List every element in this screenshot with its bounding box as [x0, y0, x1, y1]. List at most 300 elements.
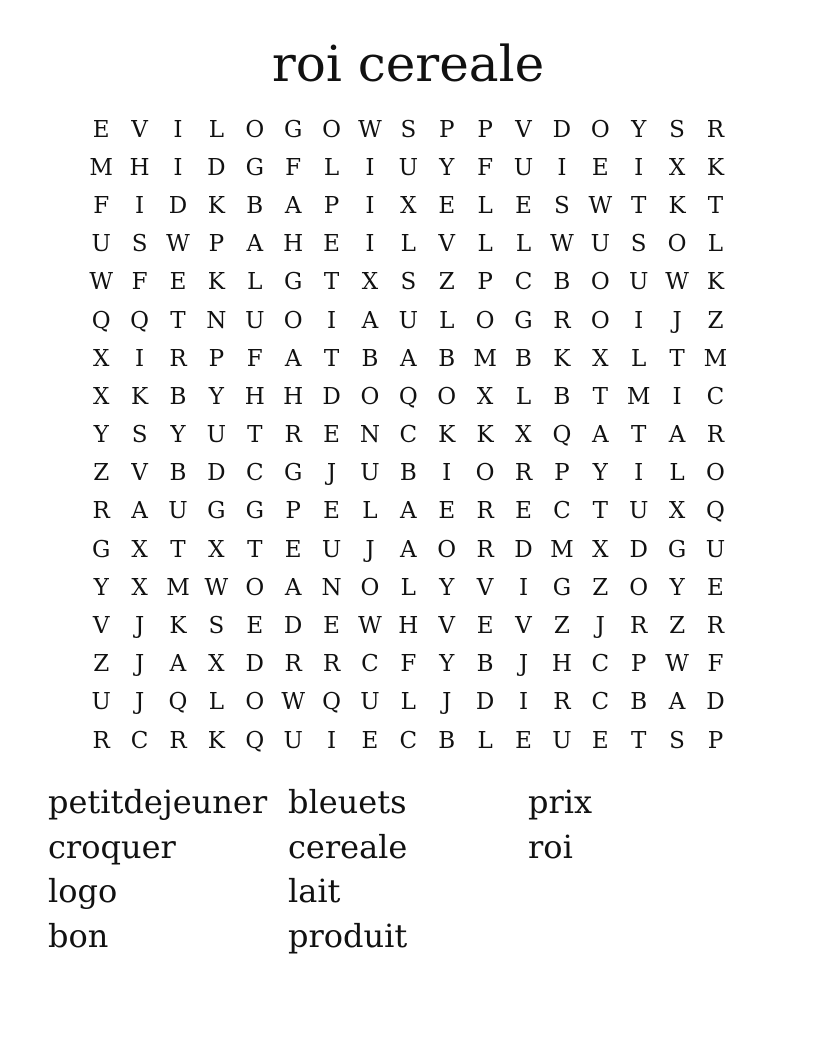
grid-cell[interactable]: U	[398, 307, 419, 334]
grid-cell[interactable]: P	[630, 651, 647, 678]
grid-cell[interactable]: A	[284, 574, 302, 601]
grid-cell[interactable]: X	[208, 536, 225, 563]
grid-cell[interactable]: Z	[93, 651, 110, 678]
letter-grid[interactable]	[82, 111, 735, 761]
grid-cell[interactable]: X	[476, 383, 494, 410]
grid-cell[interactable]: I	[672, 383, 682, 410]
grid-cell[interactable]: V	[92, 613, 110, 640]
grid-cell[interactable]: O	[629, 574, 649, 601]
grid-cell[interactable]: H	[283, 383, 304, 410]
grid-cell[interactable]: W	[358, 613, 382, 640]
grid-cell[interactable]: A	[361, 307, 379, 334]
grid-cell[interactable]: X	[592, 345, 609, 372]
grid-cell[interactable]: G	[552, 574, 572, 601]
grid-cell[interactable]: H	[129, 154, 150, 181]
grid-cell[interactable]: I	[173, 116, 183, 143]
grid-cell[interactable]: D	[207, 154, 226, 181]
grid-cell[interactable]: U	[705, 536, 726, 563]
grid-cell[interactable]: X	[592, 536, 609, 563]
grid-cell[interactable]: E	[515, 498, 532, 525]
grid-cell[interactable]: X	[131, 536, 148, 563]
grid-cell[interactable]: R	[476, 536, 494, 563]
grid-cell[interactable]: V	[438, 231, 456, 258]
grid-cell[interactable]: D	[475, 689, 495, 716]
grid-cell[interactable]: E	[438, 192, 456, 219]
grid-cell[interactable]: A	[591, 422, 609, 449]
grid-cell[interactable]: R	[92, 498, 110, 525]
grid-cell[interactable]: T	[247, 422, 263, 449]
grid-cell[interactable]: A	[400, 345, 417, 372]
grid-cell[interactable]: F	[285, 154, 302, 181]
grid-cell[interactable]: S	[400, 269, 417, 296]
grid-cell[interactable]: E	[515, 727, 532, 754]
grid-cell[interactable]: R	[284, 422, 302, 449]
grid-cell[interactable]: E	[284, 536, 302, 563]
grid-cell[interactable]: F	[93, 192, 110, 219]
grid-cell[interactable]: A	[131, 498, 148, 525]
grid-cell[interactable]: H	[398, 613, 419, 640]
grid-cell[interactable]: H	[244, 383, 265, 410]
word-list-item: logo	[48, 872, 118, 910]
grid-cell[interactable]: U	[513, 154, 534, 181]
grid-cell[interactable]: E	[515, 192, 532, 219]
grid-cell[interactable]: I	[518, 689, 529, 716]
grid-cell[interactable]: F	[131, 269, 148, 296]
grid-cell[interactable]: U	[590, 231, 610, 258]
grid-cell[interactable]: R	[92, 727, 110, 754]
grid-cell[interactable]: A	[668, 422, 686, 449]
grid-cell[interactable]: Y	[439, 154, 455, 181]
grid-cell[interactable]: N	[206, 307, 227, 334]
grid-cell[interactable]: D	[207, 460, 226, 487]
grid-cell[interactable]: X	[131, 574, 148, 601]
grid-cell[interactable]: T	[323, 269, 340, 296]
word-list	[48, 780, 768, 958]
grid-cell[interactable]: B	[438, 727, 456, 754]
grid-cell[interactable]: W	[166, 231, 190, 258]
grid-cell[interactable]: G	[92, 536, 111, 563]
grid-cell[interactable]: Q	[245, 727, 265, 754]
grid-cell[interactable]: S	[669, 116, 685, 143]
grid-cell[interactable]: S	[131, 231, 148, 258]
grid-cell[interactable]: K	[207, 192, 225, 219]
grid-cell[interactable]: Y	[208, 383, 224, 410]
grid-cell[interactable]: I	[634, 460, 644, 487]
grid-cell[interactable]: L	[208, 116, 224, 143]
grid-cell[interactable]: C	[361, 651, 379, 678]
grid-cell[interactable]: K	[207, 727, 225, 754]
grid-cell[interactable]: Y	[439, 574, 455, 601]
grid-cell[interactable]: O	[322, 116, 341, 143]
grid-cell[interactable]: E	[591, 727, 609, 754]
grid-cell[interactable]: T	[170, 307, 186, 334]
grid-cell[interactable]: Z	[553, 613, 570, 640]
grid-cell[interactable]: L	[208, 689, 224, 716]
grid-cell[interactable]: O	[590, 307, 610, 334]
grid-cell[interactable]: B	[169, 383, 187, 410]
grid-cell[interactable]: T	[170, 536, 186, 563]
grid-cell[interactable]: Y	[669, 574, 685, 601]
grid-cell[interactable]: M	[703, 345, 728, 372]
grid-cell[interactable]: H	[551, 651, 572, 678]
grid-cell[interactable]: T	[630, 422, 647, 449]
grid-cell[interactable]: R	[514, 460, 533, 487]
grid-cell[interactable]: R	[706, 116, 725, 143]
grid-cell[interactable]: G	[245, 498, 264, 525]
grid-cell[interactable]: W	[550, 231, 574, 258]
grid-cell[interactable]: P	[707, 727, 724, 754]
grid-cell[interactable]: K	[169, 613, 187, 640]
grid-cell[interactable]: Y	[93, 422, 109, 449]
grid-cell[interactable]: R	[322, 651, 341, 678]
grid-cell[interactable]: F	[707, 651, 724, 678]
grid-cell[interactable]: L	[400, 231, 416, 258]
grid-cell[interactable]: U	[552, 727, 572, 754]
grid-cell[interactable]: W	[665, 651, 689, 678]
grid-cell[interactable]: X	[668, 154, 686, 181]
grid-cell[interactable]: V	[131, 116, 148, 143]
grid-cell[interactable]: U	[360, 689, 380, 716]
grid-cell[interactable]: M	[626, 383, 651, 410]
grid-cell[interactable]: B	[553, 383, 571, 410]
grid-cell[interactable]: K	[706, 269, 725, 296]
grid-cell[interactable]: S	[208, 613, 225, 640]
word-list-item: lait	[288, 872, 341, 910]
grid-cell[interactable]: F	[477, 154, 494, 181]
grid-cell[interactable]: U	[206, 422, 227, 449]
grid-cell[interactable]: E	[707, 574, 724, 601]
puzzle-title: roi cereale	[271, 35, 545, 93]
word-list-item: petitdejeuner	[48, 783, 268, 821]
grid-cell[interactable]: P	[438, 116, 455, 143]
grid-cell[interactable]: E	[438, 498, 456, 525]
grid-cell[interactable]: L	[477, 192, 493, 219]
grid-cell[interactable]: L	[631, 345, 647, 372]
grid-cell[interactable]: W	[665, 269, 689, 296]
grid-cell[interactable]: A	[668, 689, 686, 716]
grid-cell[interactable]: W	[204, 574, 229, 601]
grid-cell[interactable]: X	[208, 651, 225, 678]
grid-cell[interactable]: U	[91, 689, 111, 716]
grid-cell[interactable]: S	[630, 231, 647, 258]
word-list-item: produit	[288, 916, 408, 955]
grid-cell[interactable]: Z	[669, 613, 686, 640]
grid-cell[interactable]: B	[553, 269, 571, 296]
grid-cell[interactable]: R	[169, 727, 187, 754]
grid-cell[interactable]: Q	[91, 307, 111, 334]
grid-cell[interactable]: L	[669, 460, 685, 487]
grid-cell[interactable]: O	[706, 460, 725, 487]
grid-cell[interactable]: B	[399, 460, 417, 487]
grid-cell[interactable]: V	[438, 613, 456, 640]
grid-cell[interactable]: G	[667, 536, 687, 563]
grid-cell[interactable]: I	[634, 307, 644, 334]
grid-cell[interactable]: N	[359, 422, 380, 449]
grid-cell[interactable]: I	[173, 154, 183, 181]
grid-cell[interactable]: C	[399, 422, 418, 449]
grid-cell[interactable]: X	[668, 498, 686, 525]
grid-cell[interactable]: M	[550, 536, 574, 563]
grid-cell[interactable]: Y	[631, 116, 647, 143]
grid-cell[interactable]: E	[323, 613, 340, 640]
grid-cell[interactable]: K	[553, 345, 571, 372]
grid-cell[interactable]: A	[284, 345, 302, 372]
grid-cell[interactable]: U	[360, 460, 380, 487]
grid-cell[interactable]: M	[89, 154, 113, 181]
grid-cell[interactable]: B	[246, 192, 264, 219]
grid-cell[interactable]: I	[326, 307, 337, 334]
grid-cell[interactable]: E	[92, 116, 110, 143]
grid-cell[interactable]: L	[515, 231, 532, 258]
grid-cell[interactable]: E	[323, 231, 340, 258]
grid-cell[interactable]: Q	[322, 689, 341, 716]
grid-cell[interactable]: I	[634, 154, 644, 181]
grid-cell[interactable]: K	[207, 269, 225, 296]
grid-cell[interactable]: D	[629, 536, 648, 563]
grid-cell[interactable]: C	[591, 651, 610, 678]
grid-cell[interactable]: S	[554, 192, 570, 219]
grid-cell[interactable]: O	[245, 574, 265, 601]
grid-cell[interactable]: E	[323, 422, 340, 449]
grid-cell[interactable]: I	[518, 574, 529, 601]
grid-cell[interactable]: Z	[438, 269, 455, 296]
grid-cell[interactable]: J	[672, 307, 682, 334]
grid-cell[interactable]: G	[283, 269, 303, 296]
grid-cell[interactable]: W	[588, 192, 613, 219]
grid-cell[interactable]: X	[93, 345, 110, 372]
grid-cell[interactable]: G	[245, 154, 264, 181]
grid-cell[interactable]: C	[553, 498, 571, 525]
grid-cell[interactable]: J	[442, 689, 452, 716]
grid-cell[interactable]: D	[283, 613, 303, 640]
grid-cell[interactable]: T	[592, 498, 608, 525]
grid-cell[interactable]: X	[93, 383, 110, 410]
grid-cell[interactable]: K	[130, 383, 149, 410]
grid-cell[interactable]: S	[131, 422, 148, 449]
grid-cell[interactable]: B	[169, 460, 187, 487]
word-list-item: croquer	[48, 827, 176, 866]
grid-cell[interactable]: E	[246, 613, 264, 640]
grid-cell[interactable]: R	[706, 613, 725, 640]
grid-cell[interactable]: Z	[707, 307, 724, 334]
grid-cell[interactable]: L	[707, 231, 724, 258]
grid-cell[interactable]: Q	[168, 689, 188, 716]
grid-cell[interactable]: P	[285, 498, 301, 525]
grid-cell[interactable]: B	[438, 345, 456, 372]
grid-cell[interactable]: O	[283, 307, 303, 334]
grid-cell[interactable]: L	[323, 154, 340, 181]
grid-cell[interactable]: O	[245, 689, 265, 716]
grid-cell[interactable]: U	[168, 498, 188, 525]
grid-cell[interactable]: D	[245, 651, 264, 678]
grid-cell[interactable]: O	[475, 460, 495, 487]
grid-cell[interactable]: D	[322, 383, 341, 410]
grid-cell[interactable]: G	[207, 498, 226, 525]
grid-cell[interactable]: B	[476, 651, 494, 678]
grid-cell[interactable]: W	[89, 269, 114, 296]
grid-cell[interactable]: C	[245, 460, 264, 487]
grid-cell[interactable]: E	[323, 498, 340, 525]
grid-cell[interactable]: R	[476, 498, 494, 525]
grid-cell[interactable]: I	[135, 192, 145, 219]
grid-cell[interactable]: Q	[706, 498, 725, 525]
grid-cell[interactable]: C	[514, 269, 533, 296]
grid-cell[interactable]: X	[515, 422, 532, 449]
grid-cell[interactable]: I	[326, 727, 337, 754]
grid-cell[interactable]: I	[365, 154, 375, 181]
grid-cell[interactable]: L	[400, 689, 416, 716]
grid-cell[interactable]: O	[360, 574, 380, 601]
grid-cell[interactable]: U	[628, 269, 649, 296]
grid-cell[interactable]: T	[247, 536, 263, 563]
grid-cell[interactable]: E	[591, 154, 609, 181]
grid-cell[interactable]: Q	[552, 422, 572, 449]
grid-cell[interactable]: D	[514, 536, 533, 563]
grid-cell[interactable]: T	[592, 383, 608, 410]
grid-cell[interactable]: A	[169, 651, 187, 678]
grid-cell[interactable]: T	[630, 727, 647, 754]
grid-cell[interactable]: L	[362, 498, 378, 525]
grid-cell[interactable]: C	[591, 689, 610, 716]
grid-cell[interactable]: L	[400, 574, 416, 601]
grid-cell[interactable]: G	[514, 307, 533, 334]
grid-cell[interactable]: G	[283, 116, 303, 143]
grid-cell[interactable]: X	[400, 192, 417, 219]
grid-cell[interactable]: S	[669, 727, 685, 754]
grid-cell[interactable]: P	[477, 116, 493, 143]
grid-cell[interactable]: O	[360, 383, 380, 410]
grid-cell[interactable]: P	[554, 460, 570, 487]
grid-cell[interactable]: Z	[592, 574, 609, 601]
grid-cell[interactable]: K	[706, 154, 725, 181]
grid-cell[interactable]: Q	[130, 307, 150, 334]
grid-cell[interactable]: P	[323, 192, 340, 219]
grid-cell[interactable]: O	[437, 383, 457, 410]
grid-cell[interactable]: L	[477, 727, 493, 754]
grid-cell[interactable]: R	[706, 422, 725, 449]
grid-cell[interactable]: J	[518, 651, 529, 678]
grid-cell[interactable]: L	[515, 383, 532, 410]
grid-cell[interactable]: Y	[170, 422, 186, 449]
grid-cell[interactable]: Q	[398, 383, 418, 410]
grid-cell[interactable]: L	[439, 307, 455, 334]
grid-cell[interactable]: B	[361, 345, 379, 372]
word-list-item: cereale	[288, 827, 408, 866]
grid-cell[interactable]: I	[365, 192, 375, 219]
grid-cell[interactable]: B	[630, 689, 648, 716]
grid-cell[interactable]: U	[283, 727, 303, 754]
grid-cell[interactable]: V	[131, 460, 148, 487]
grid-cell[interactable]: J	[134, 689, 145, 716]
grid-cell[interactable]: J	[326, 460, 337, 487]
grid-cell[interactable]: R	[284, 651, 302, 678]
grid-cell[interactable]: O	[437, 536, 457, 563]
grid-cell[interactable]: C	[130, 727, 149, 754]
grid-cell[interactable]: K	[476, 422, 494, 449]
grid-cell[interactable]: I	[365, 231, 375, 258]
grid-cell[interactable]: V	[515, 613, 532, 640]
grid-cell[interactable]: C	[399, 727, 418, 754]
grid-cell[interactable]: O	[667, 231, 687, 258]
grid-cell[interactable]: Y	[592, 460, 608, 487]
grid-cell[interactable]: R	[169, 345, 187, 372]
grid-cell[interactable]: E	[476, 613, 494, 640]
grid-cell[interactable]: U	[398, 154, 419, 181]
grid-cell[interactable]: R	[553, 307, 571, 334]
grid-cell[interactable]: G	[283, 460, 303, 487]
grid-cell[interactable]: N	[321, 574, 342, 601]
grid-cell[interactable]: J	[595, 613, 605, 640]
grid-cell[interactable]: Z	[93, 460, 110, 487]
grid-cell[interactable]: K	[668, 192, 686, 219]
grid-cell[interactable]: P	[208, 345, 225, 372]
grid-cell[interactable]: D	[706, 689, 725, 716]
grid-cell[interactable]: F	[400, 651, 417, 678]
grid-cell[interactable]: B	[515, 345, 532, 372]
grid-cell[interactable]: O	[475, 307, 495, 334]
grid-cell[interactable]: P	[208, 231, 225, 258]
grid-cell[interactable]: A	[400, 536, 417, 563]
word-list-item: bon	[48, 916, 109, 955]
grid-cell[interactable]: K	[438, 422, 456, 449]
grid-cell[interactable]: T	[669, 345, 685, 372]
grid-cell[interactable]: A	[284, 192, 302, 219]
grid-cell[interactable]: V	[476, 574, 494, 601]
grid-cell[interactable]: E	[169, 269, 187, 296]
grid-cell[interactable]: I	[557, 154, 567, 181]
grid-cell[interactable]: O	[590, 116, 610, 143]
grid-cell[interactable]: U	[91, 231, 111, 258]
grid-cell[interactable]: R	[630, 613, 648, 640]
grid-cell[interactable]: A	[400, 498, 417, 525]
grid-cell[interactable]: V	[515, 116, 532, 143]
grid-cell[interactable]: I	[442, 460, 452, 487]
grid-cell[interactable]: P	[477, 269, 493, 296]
grid-cell[interactable]: U	[321, 536, 342, 563]
grid-cell[interactable]: O	[590, 269, 610, 296]
grid-cell[interactable]: W	[281, 689, 305, 716]
grid-cell[interactable]: O	[245, 116, 265, 143]
grid-cell[interactable]: T	[707, 192, 724, 219]
grid-cell[interactable]: J	[365, 536, 375, 563]
grid-cell[interactable]: U	[245, 307, 265, 334]
word-list-item: bleuets	[288, 783, 407, 821]
grid-cell[interactable]: S	[400, 116, 417, 143]
grid-cell[interactable]: E	[361, 727, 379, 754]
grid-cell[interactable]: C	[706, 383, 725, 410]
grid-cell[interactable]: F	[246, 345, 263, 372]
grid-cell[interactable]: L	[477, 231, 493, 258]
grid-cell[interactable]: J	[134, 613, 145, 640]
grid-cell[interactable]: T	[630, 192, 647, 219]
grid-cell[interactable]: T	[323, 345, 340, 372]
grid-cell[interactable]: H	[283, 231, 304, 258]
grid-cell[interactable]: U	[628, 498, 649, 525]
grid-cell[interactable]: D	[552, 116, 572, 143]
grid-cell[interactable]: Y	[93, 574, 109, 601]
grid-cell[interactable]: D	[168, 192, 188, 219]
grid-cell[interactable]: I	[135, 345, 145, 372]
grid-cell[interactable]: J	[134, 651, 145, 678]
grid-cell[interactable]: W	[358, 116, 382, 143]
grid-cell[interactable]: M	[473, 345, 497, 372]
grid-cell[interactable]: A	[246, 231, 264, 258]
grid-cell[interactable]: Y	[439, 651, 455, 678]
grid-cell[interactable]: R	[553, 689, 571, 716]
grid-cell[interactable]: X	[361, 269, 379, 296]
grid-cell[interactable]: M	[166, 574, 190, 601]
grid-cell[interactable]: L	[247, 269, 263, 296]
